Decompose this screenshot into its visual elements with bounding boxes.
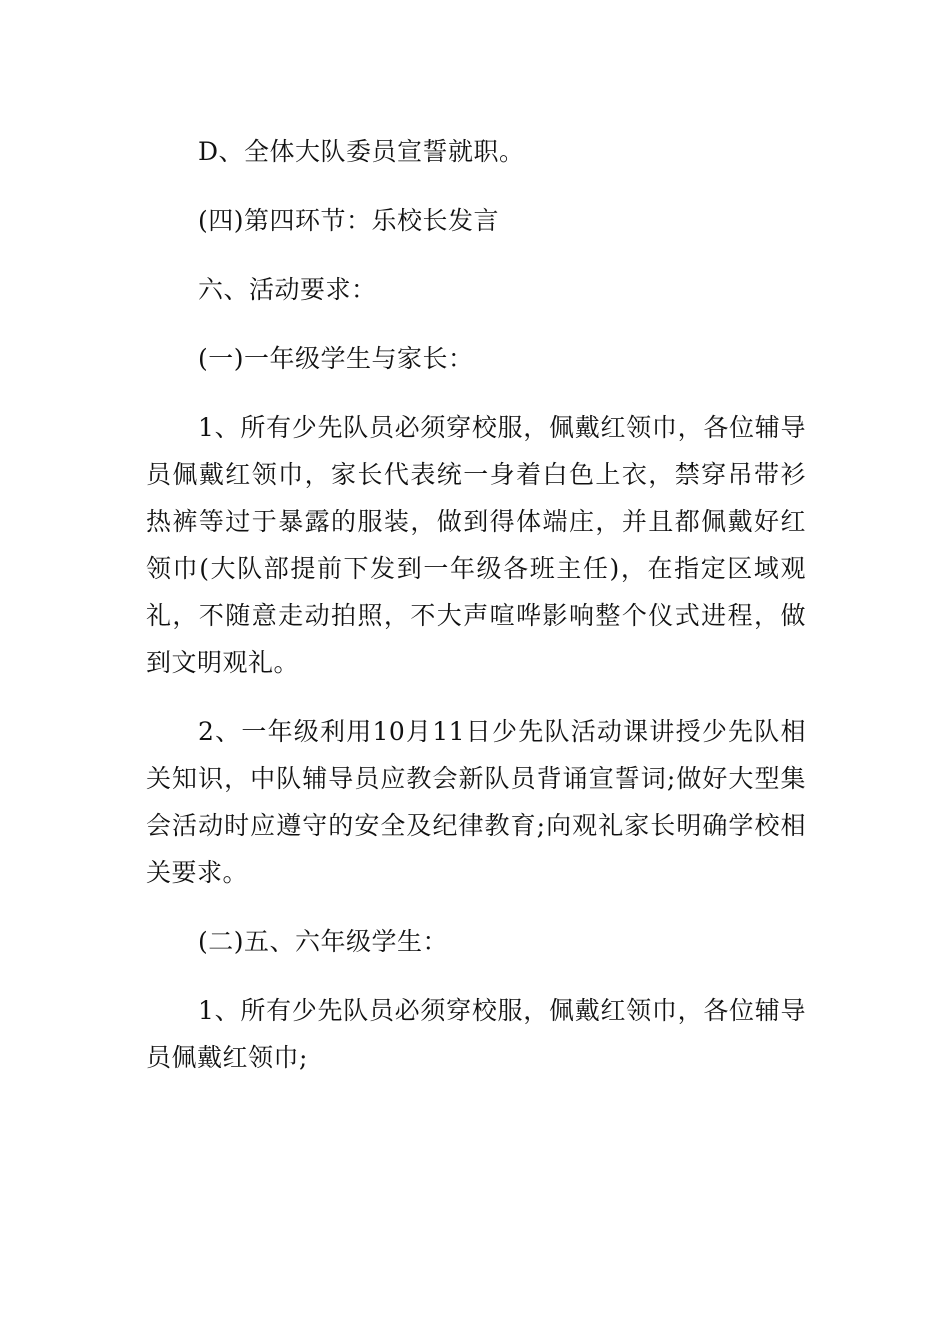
paragraph-grade-five-six-item-1: 1、所有少先队员必须穿校服，佩戴红领巾，各位辅导员佩戴红领巾;: [146, 996, 806, 1072]
document-body: [146, 128, 806, 1081]
paragraph-grade-one-heading: (一)一年级学生与家长：: [198, 344, 474, 373]
paragraph-requirements-heading: 六、活动要求：: [198, 275, 377, 304]
paragraph-oath: D、全体大队委员宣誓就职。: [198, 137, 525, 166]
paragraph-grade-five-six-heading: (二)五、六年级学生：: [198, 927, 449, 956]
paragraph-grade-one-item-2: 2、一年级利用10月11日少先队活动课讲授少先队相关知识，中队辅导员应教会新队员背诵宣誓词;做好大型集会活动时应遵守的安全及纪律教育;向观礼家长明确学校相关要求。: [146, 717, 806, 887]
paragraph-section-four: (四)第四环节：乐校长发言: [198, 206, 500, 235]
paragraph-grade-one-item-1: 1、所有少先队员必须穿校服，佩戴红领巾，各位辅导员佩戴红领巾，家长代表统一身着白色上衣，禁穿吊带衫热裤等过于暴露的服装，做到得体端庄，并且都佩戴好红领巾(大队部提前下发到一年级各班主任)，在指定区域观礼，不随意走动拍照，不大声喧哗影响整个仪式进程，做到文明观礼。: [146, 413, 806, 677]
